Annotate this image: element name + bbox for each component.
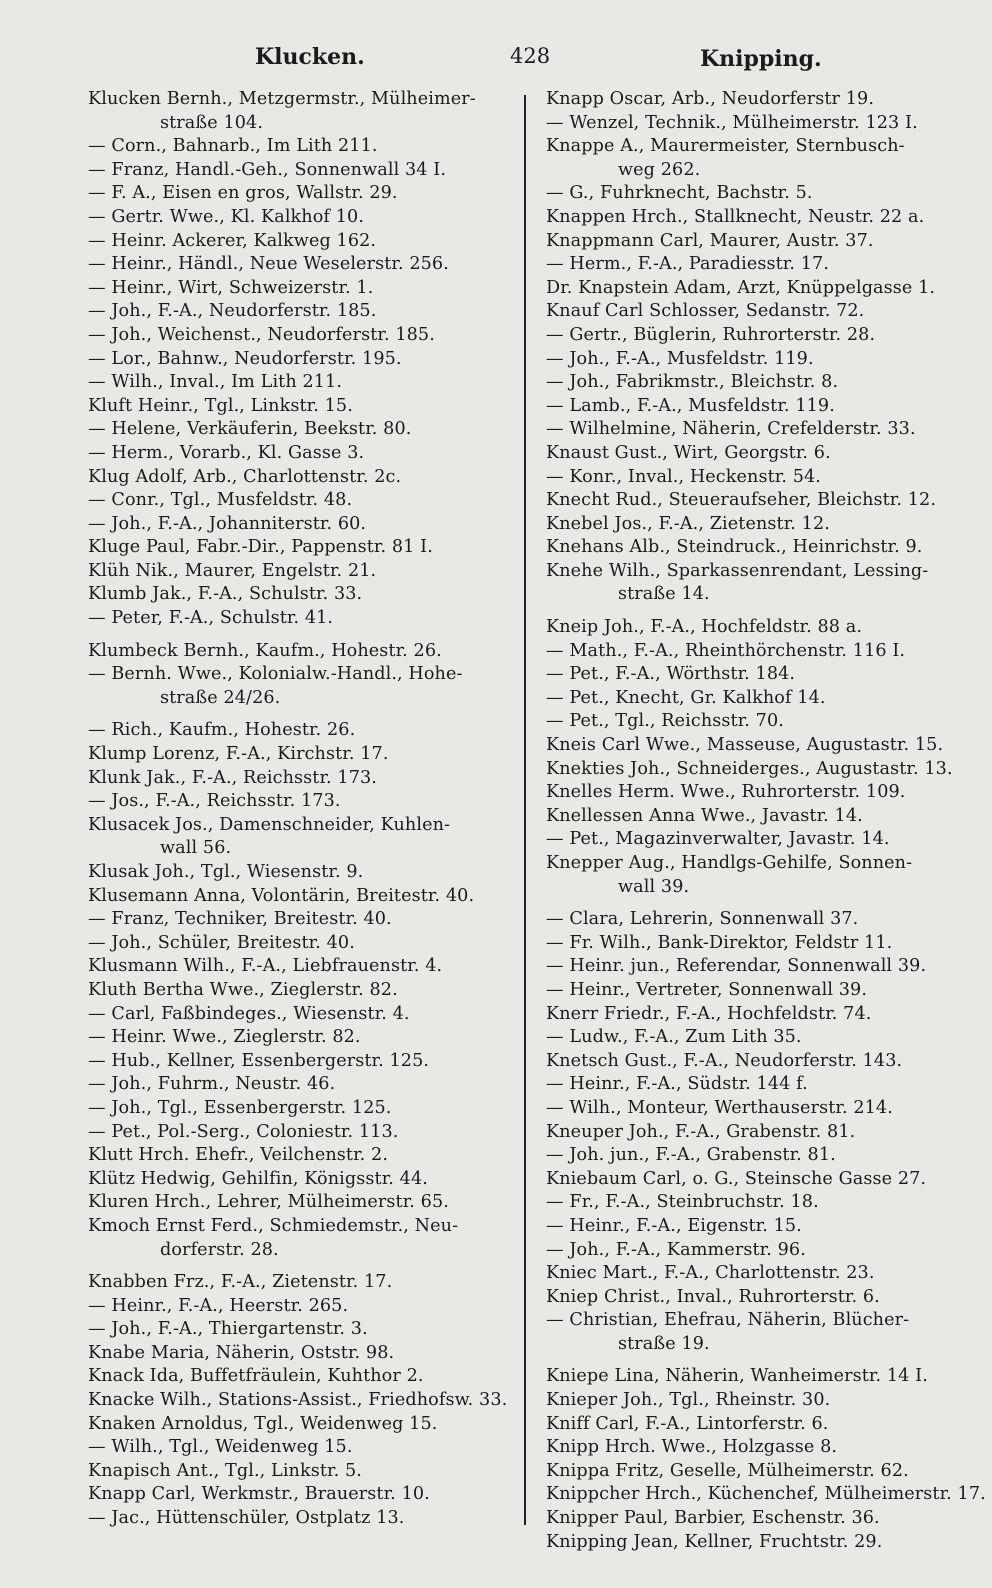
directory-entry: Knepper Aug., Handlgs-Gehilfe, Sonnen- <box>546 853 913 873</box>
directory-entry: Knehans Alb., Steindruck., Heinrichstr. 9. <box>546 537 923 558</box>
directory-entry: Klunk Jak., F.-A., Reichsstr. 173. <box>88 767 377 788</box>
directory-entry: weg 262. <box>618 159 701 180</box>
directory-entry: straße 104. <box>160 112 264 133</box>
column-divider <box>524 95 526 1525</box>
directory-entry: — F. A., Eisen en gros, Wallstr. 29. <box>88 183 398 204</box>
directory-entry: Klusak Joh., Tgl., Wiesenstr. 9. <box>88 862 364 882</box>
header-last-entry: Knipping. <box>700 46 822 72</box>
directory-entry: — Carl, Faßbindeges., Wiesenstr. 4. <box>88 1003 410 1024</box>
directory-entry: Knellessen Anna Wwe., Javastr. 14. <box>546 805 863 826</box>
directory-entry: wall 39. <box>618 876 690 897</box>
directory-entry: — Jos., F.-A., Reichsstr. 173. <box>88 791 341 812</box>
directory-entry: — Fr., F.-A., Steinbruchstr. 18. <box>546 1192 819 1213</box>
entry-spacer <box>546 607 972 616</box>
directory-entry: Kniep Christ., Inval., Ruhrorterstr. 6. <box>546 1286 880 1307</box>
directory-entry: — Corn., Bahnarb., Im Lith 211. <box>88 136 378 157</box>
directory-entry: Knebel Jos., F.-A., Zietenstr. 12. <box>546 513 830 534</box>
directory-entry: Knipping Jean, Kellner, Fruchtstr. 29. <box>546 1531 883 1552</box>
directory-entry: — Joh., F.-A., Neudorferstr. 185. <box>88 301 377 322</box>
directory-entry: — Gertr. Wwe., Kl. Kalkhof 10. <box>88 206 365 227</box>
directory-entry: Knapp Oscar, Arb., Neudorferstr 19. <box>546 89 875 109</box>
directory-entry: Knekties Joh., Schneiderges., Augustastr. 13. <box>546 758 953 779</box>
entry-spacer <box>88 631 508 640</box>
directory-entry: Knappen Hrch., Stallknecht, Neustr. 22 a. <box>546 206 925 227</box>
header-first-entry: Klucken. <box>255 44 365 70</box>
directory-entry: — Fr. Wilh., Bank-Direktor, Feldstr 11. <box>546 932 893 953</box>
directory-entry: Knabe Maria, Näherin, Oststr. 98. <box>88 1342 395 1363</box>
directory-entry: Klütz Hedwig, Gehilfin, Königsstr. 44. <box>88 1168 428 1189</box>
directory-entry: Klüh Nik., Maurer, Engelstr. 21. <box>88 560 377 581</box>
entry-spacer <box>546 899 972 908</box>
directory-entry: — Franz, Techniker, Breitestr. 40. <box>88 909 392 930</box>
directory-entry: — Lor., Bahnw., Neudorferstr. 195. <box>88 348 402 369</box>
directory-entry: Klug Adolf, Arb., Charlottenstr. 2c. <box>88 466 402 487</box>
directory-entry: — Pet., Pol.-Serg., Coloniestr. 113. <box>88 1121 399 1142</box>
directory-entry: — Heinr. Wwe., Zieglerstr. 82. <box>88 1027 361 1048</box>
directory-entry: Knerr Friedr., F.-A., Hochfeldstr. 74. <box>546 1003 872 1024</box>
directory-entry: straße 24/26. <box>160 687 281 708</box>
page-number: 428 <box>510 44 551 68</box>
directory-entry: Knecht Rud., Steueraufseher, Bleichstr. 12. <box>546 490 937 511</box>
directory-entry: — Joh., Schüler, Breitestr. 40. <box>88 932 355 953</box>
directory-entry: Klumbeck Bernh., Kaufm., Hohestr. 26. <box>88 640 442 661</box>
directory-entry: — Bernh. Wwe., Kolonialw.-Handl., Hohe- <box>88 664 463 685</box>
directory-entry: dorferstr. 28. <box>160 1239 279 1260</box>
directory-entry: — Heinr., F.-A., Eigenstr. 15. <box>546 1215 802 1236</box>
directory-entry: — Helene, Verkäuferin, Beekstr. 80. <box>88 419 412 440</box>
directory-entry: Klutt Hrch. Ehefr., Veilchenstr. 2. <box>88 1145 389 1166</box>
directory-entry: — Lamb., F.-A., Musfeldstr. 119. <box>546 395 835 416</box>
directory-entry: Kniff Carl, F.-A., Lintorferstr. 6. <box>546 1413 829 1434</box>
directory-entry: — Joh., Weichenst., Neudorferstr. 185. <box>88 324 435 345</box>
directory-entry: Klusmann Wilh., F.-A., Liebfrauenstr. 4. <box>88 956 443 977</box>
directory-entry: Knacke Wilh., Stations-Assist., Friedhofsw. 33. <box>88 1390 508 1411</box>
directory-entry: — Heinr. Ackerer, Kalkweg 162. <box>88 230 377 251</box>
directory-entry: — Herm., Vorarb., Kl. Gasse 3. <box>88 442 365 463</box>
directory-entry: Kmoch Ernst Ferd., Schmiedemstr., Neu- <box>88 1215 459 1236</box>
directory-entry: — Heinr., F.-A., Heerstr. 265. <box>88 1295 349 1316</box>
directory-entry: — Conr., Tgl., Musfeldstr. 48. <box>88 490 353 511</box>
directory-entry: — Heinr., Wirt, Schweizerstr. 1. <box>88 277 374 298</box>
directory-entry: — Pet., Knecht, Gr. Kalkhof 14. <box>546 687 826 708</box>
directory-entry: straße 14. <box>618 584 710 605</box>
directory-entry: — Christian, Ehefrau, Näherin, Blücher- <box>546 1310 910 1331</box>
directory-entry: Kneip Joh., F.-A., Hochfeldstr. 88 a. <box>546 617 863 638</box>
directory-entry: Knack Ida, Buffetfräulein, Kuhthor 2. <box>88 1366 424 1387</box>
directory-entry: Knaken Arnoldus, Tgl., Weidenweg 15. <box>88 1413 438 1434</box>
directory-entry: Knieper Joh., Tgl., Rheinstr. 30. <box>546 1390 831 1411</box>
directory-entry: Klump Lorenz, F.-A., Kirchstr. 17. <box>88 744 389 765</box>
directory-entry: Kneis Carl Wwe., Masseuse, Augustastr. 15. <box>546 735 944 756</box>
directory-entry: Knappe A., Maurermeister, Sternbusch- <box>546 136 905 157</box>
directory-entry: — Heinr., F.-A., Südstr. 144 f. <box>546 1074 808 1095</box>
left-column <box>88 88 508 1531</box>
directory-entry: Kniebaum Carl, o. G., Steinsche Gasse 27. <box>546 1168 927 1189</box>
directory-entry: — Pet., F.-A., Wörthstr. 184. <box>546 664 796 685</box>
directory-entry: Knelles Herm. Wwe., Ruhrorterstr. 109. <box>546 782 906 803</box>
directory-entry: Knippcher Hrch., Küchenchef, Mülheimerstr. 17. <box>546 1484 986 1505</box>
directory-entry: Kneuper Joh., F.-A., Grabenstr. 81. <box>546 1121 856 1142</box>
directory-entry: Knipper Paul, Barbier, Eschenstr. 36. <box>546 1508 880 1529</box>
directory-entry: Knauf Carl Schlosser, Sedanstr. 72. <box>546 301 865 322</box>
right-column <box>546 88 986 1554</box>
directory-entry: — Wilh., Inval., Im Lith 211. <box>88 372 343 393</box>
directory-entry: — Clara, Lehrerin, Sonnenwall 37. <box>546 909 859 930</box>
directory-entry: — Joh., F.-A., Kammerstr. 96. <box>546 1239 806 1260</box>
directory-entry: — Rich., Kaufm., Hohestr. 26. <box>88 720 356 741</box>
directory-entry: Knetsch Gust., F.-A., Neudorferstr. 143. <box>546 1050 903 1071</box>
directory-entry: Knabben Frz., F.-A., Zietenstr. 17. <box>88 1272 393 1293</box>
directory-entry: Klumb Jak., F.-A., Schulstr. 33. <box>88 584 363 605</box>
entry-spacer <box>88 710 508 719</box>
directory-entry: — Pet., Tgl., Reichsstr. 70. <box>546 711 784 732</box>
directory-entry: — Joh., F.-A., Musfeldstr. 119. <box>546 348 814 369</box>
entry-spacer <box>88 1262 508 1271</box>
directory-entry: — Joh., Fuhrm., Neustr. 46. <box>88 1074 336 1095</box>
directory-entry: — Heinr., Händl., Neue Weselerstr. 256. <box>88 254 449 275</box>
directory-entry: — Wilh., Tgl., Weidenweg 15. <box>88 1437 353 1458</box>
directory-entry: straße 19. <box>618 1333 710 1354</box>
directory-entry: — Joh., Tgl., Essenbergerstr. 125. <box>88 1097 392 1118</box>
directory-entry: — Gertr., Büglerin, Ruhrorterstr. 28. <box>546 324 876 345</box>
directory-entry: — Jac., Hüttenschüler, Ostplatz 13. <box>88 1508 405 1529</box>
directory-entry: wall 56. <box>160 838 232 859</box>
directory-entry: Kluren Hrch., Lehrer, Mülheimerstr. 65. <box>88 1192 449 1213</box>
directory-entry: — Math., F.-A., Rheinthörchenstr. 116 I. <box>546 640 906 661</box>
directory-entry: — Heinr., Vertreter, Sonnenwall 39. <box>546 979 868 1000</box>
directory-entry: — Wilh., Monteur, Werthauserstr. 214. <box>546 1097 893 1118</box>
page-header <box>90 36 970 76</box>
directory-entry: Knaust Gust., Wirt, Georgstr. 6. <box>546 442 831 463</box>
directory-entry: Klucken Bernh., Metzgermstr., Mülheimer- <box>88 89 476 109</box>
directory-entry: — Ludw., F.-A., Zum Lith 35. <box>546 1027 802 1048</box>
directory-entry: — Joh. jun., F.-A., Grabenstr. 81. <box>546 1145 836 1166</box>
directory-entry: — Pet., Magazinverwalter, Javastr. 14. <box>546 829 890 850</box>
directory-entry: — Konr., Inval., Heckenstr. 54. <box>546 466 822 487</box>
directory-entry: Knippa Fritz, Geselle, Mülheimerstr. 62. <box>546 1460 909 1481</box>
directory-entry: Knapisch Ant., Tgl., Linkstr. 5. <box>88 1460 362 1481</box>
directory-entry: — Herm., F.-A., Paradiesstr. 17. <box>546 254 830 275</box>
directory-entry: Kluth Bertha Wwe., Zieglerstr. 82. <box>88 979 398 1000</box>
directory-entry: Knappmann Carl, Maurer, Austr. 37. <box>546 230 874 251</box>
directory-entry: Kluft Heinr., Tgl., Linkstr. 15. <box>88 395 353 416</box>
directory-entry: Knehe Wilh., Sparkassenrendant, Lessing- <box>546 560 929 581</box>
directory-entry: Kluge Paul, Fabr.-Dir., Pappenstr. 81 I. <box>88 537 433 558</box>
directory-entry: Kniepe Lina, Näherin, Wanheimerstr. 14 I. <box>546 1366 928 1387</box>
directory-entry: Klusemann Anna, Volontärin, Breitestr. 40. <box>88 885 475 906</box>
directory-entry: Dr. Knapstein Adam, Arzt, Knüppelgasse 1. <box>546 277 936 298</box>
directory-entry: — Wenzel, Technik., Mülheimerstr. 123 I. <box>546 112 918 133</box>
directory-entry: Knipp Hrch. Wwe., Holzgasse 8. <box>546 1437 838 1458</box>
directory-entry: Kniec Mart., F.-A., Charlottenstr. 23. <box>546 1263 875 1284</box>
directory-entry: — Joh., Fabrikmstr., Bleichstr. 8. <box>546 372 839 393</box>
directory-entry: — Heinr. jun., Referendar, Sonnenwall 39. <box>546 956 927 977</box>
entry-spacer <box>546 1356 972 1365</box>
directory-entry: — Joh., F.-A., Johanniterstr. 60. <box>88 513 367 534</box>
directory-entry: — Franz, Handl.-Geh., Sonnenwall 34 I. <box>88 159 447 180</box>
directory-entry: Knapp Carl, Werkmstr., Brauerstr. 10. <box>88 1484 430 1505</box>
directory-entry: — Wilhelmine, Näherin, Crefelderstr. 33. <box>546 419 916 440</box>
directory-entry: — Peter, F.-A., Schulstr. 41. <box>88 608 334 629</box>
directory-entry: — Hub., Kellner, Essenbergerstr. 125. <box>88 1050 430 1071</box>
directory-entry: Klusacek Jos., Damenschneider, Kuhlen- <box>88 814 451 835</box>
directory-entry: — G., Fuhrknecht, Bachstr. 5. <box>546 183 813 204</box>
directory-entry: — Joh., F.-A., Thiergartenstr. 3. <box>88 1319 368 1340</box>
